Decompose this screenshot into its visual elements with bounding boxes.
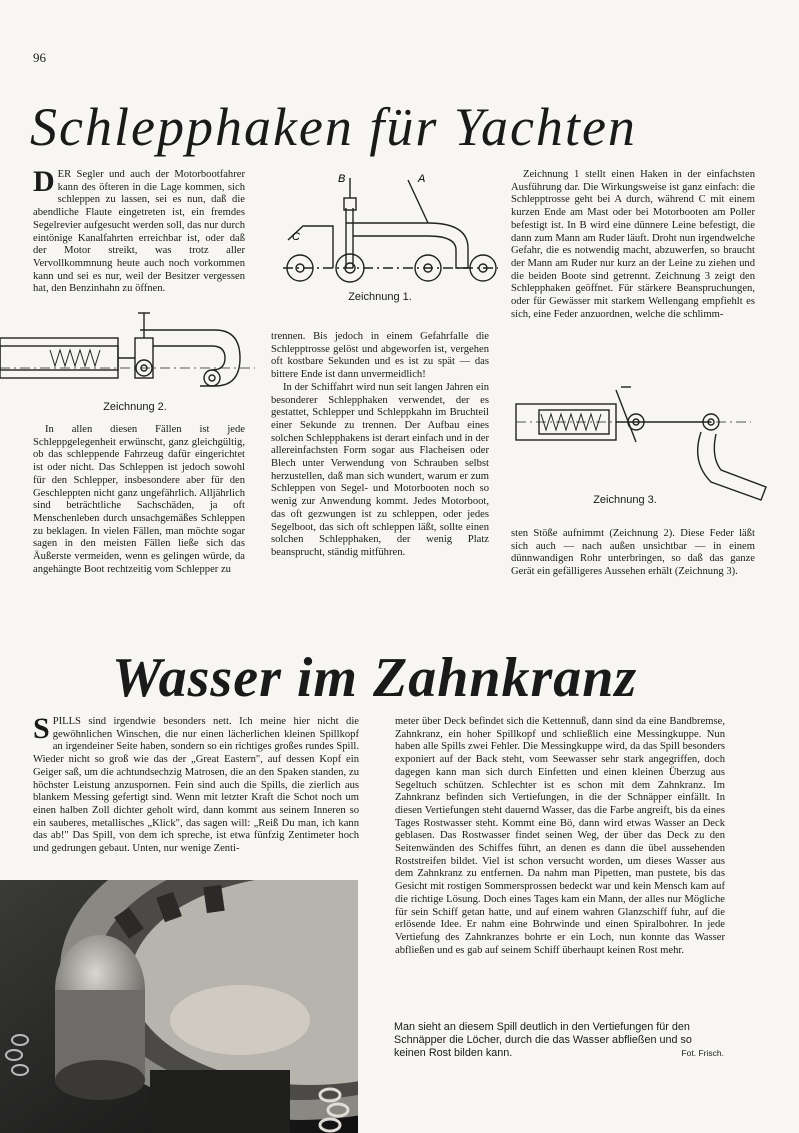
paragraph: meter über Deck befindet sich die Kettennuß, dann sind da eine Bandbremse, Zahnkranz, ein hoher Spillkopf und schließlich eine Messingkuppe. Nun haben alle Spills zwei Fehler. Die Messingkuppe wird, da das Spill besonders exponiert auf der Back steht, vom Seewasser sehr stark angegriffen, doch dagegen kann man sich durch Einfetten und einen kleinen Überzug aus Segeltuch schützen. Schlechter ist es schon mit dem Zahnkranz. Im Zahnkranz befinden sich Vertiefungen, in die der Schnäpper einfällt. In diesen Vertiefungen steht dauernd Wasser, das die Farbe angreift, bis da eines Tages Rostwasser steht. Kommt eine Bö, dann wird etwas Wasser an Deck geblasen. Das Rostwasser findet seinen Weg, der über das Deck zu den Seitenwänden des Schiffes führt, an denen es dann die übel aussehenden Roststreifen bildet. Viel ist schon versucht worden, um dieses Wasser aus dem Zahnkranz zu entfernen. Da nahm man Pipetten, man pustete, bis das Gesicht mit rostigen Sommersprossen bedeckt war und kein Mensch kam auf die richtige Lösung. Doch eines Tages kam ein Mann, der alles nur Mögliche für sein Schiff getan hatte, und auf einem wahren Glanzschiff fuhr, auf die erlösende Idee. Er nahm eine Bohrwinde und einen Spiralbohrer. In jede Vertiefung des Zahnkranzes bohrte er ein Loch, nun konnte das Wasser abfließen und es gab auf seinem Schiff überhaupt keinen Rost mehr. [395, 716, 725, 956]
page-number: 96 [33, 50, 46, 65]
article1-column1-continued [33, 424, 245, 576]
fig1-label-c: C [292, 231, 300, 243]
figure-3-drawing [511, 382, 771, 502]
article-title-wasser-im-zahnkranz: Wasser im Zahnkranz [112, 647, 638, 709]
paragraph: ER Segler und auch der Motorbootfahrer kann des öfteren in die Lage kommen, sich schleppen zu lassen, sei es nun, daß die abendliche Flaute eingetreten ist, ein fremdes Segelrevier aufgesucht werden soll, das nur durch eintönige Kanalfahrten erreichbar ist, oder daß der Motor streikt, was trotz aller Vervollkommnung heute auch noch vorkommen kann und sei es nur, weil der Besitzer vergessen hat, den Benzinhahn zu öffnen. [33, 169, 245, 295]
dropcap: S [33, 712, 50, 745]
figure-2-caption: Zeichnung 2. [103, 401, 167, 413]
photo-credit: Fot. Frisch. [681, 1048, 724, 1058]
fig1-label-a: A [418, 173, 426, 185]
article1-column3-continued [511, 528, 755, 579]
paragraph: Zeichnung 1 stellt einen Haken in der einfachsten Ausführung dar. Die Wirkungsweise ist ganz einfach: die Schlepptrosse geht bei A durch, während C mit einem kurzen Ende am Mast oder bei Motorbooten am Poller befestigt ist. In B wird eine dünnere Leine befestigt, die dann zum Mann am Ruder läuft. Droht nun irgendwelche Gefahr, die es notwendig macht, abzuwerfen, so braucht der Mann am Ruder nur kurz an der Leine zu ziehen und die beiden Boote sind getrennt. Zeichnung 3 zeigt den Schlepphaken geöffnet. Für stärkere Beanspruchungen, oder für Gewässer mit starkem Wellengang empfiehlt es sich, eine Feder anzuordnen, welche die schlimm- [511, 169, 755, 320]
article2-column1-text [33, 712, 359, 856]
fig1-label-b: B [338, 173, 346, 185]
paragraph: trennen. Bis jedoch in einem Gefahrfalle die Schlepptrosse gelöst und abgeworfen ist, vergehen oft kostbare Sekunden und es ist zu spät — das bittere Ende ist dann unvermeidlich! [271, 331, 489, 381]
paragraph: PILLS sind irgendwie besonders nett. Ich meine hier nicht die gewöhnlichen Winschen, die nur einen lächerlichen kleinen Spillkopf an irgendeiner Seite haben, sondern so ein richtiges großes rundes Spill. Wieder nicht so groß wie das der „Great Eastern", auf dessen Kopf ein Geiger saß, um die achtundsechzig Matrosen, die an den Spaken standen, zu höchster Leistung anzuspornen. Fein sind auch die Spills, die zierlich aus blankem Messing gefertigt sind. Wenn mit letzter Kraft die Schot noch um einen halben Zoll dichter geholt wird, dann kommt aus seinem Inneren so ein sauberes, metallisches „Klick", das sagen will: „Reiß Du man, ich kann das ab!" Das Spill, von dem ich spreche, ist etwa fünfzig Zentimeter hoch und gedrungen gebaut. Unten, nur wenige Zenti- [33, 716, 359, 855]
article2-column2-text [395, 716, 725, 957]
article1-column1-intro [33, 165, 245, 296]
paragraph: sten Stöße aufnimmt (Zeichnung 2). Diese Feder läßt sich auch — nach außen unsichtbar — in einem dünnwandigen Rohr unterbringen, so daß das ganze Gerät ein gefälligeres Aussehen erhält (Zeichnung 3). [511, 528, 755, 578]
paragraph: In allen diesen Fällen ist jede Schleppgelegenheit erwünscht, ganz gleichgültig, ob das schleppende Fahrzeug dafür eingerichtet ist oder nicht. Das Schleppen ist jedoch sowohl für den Schlepper, insbesondere aber für den Geschleppten nicht ganz ungefährlich. Alljährlich sind beträchtliche Sachschäden, ja oft Menschenleben durch unsachgemäßes Schleppen zu beklagen. In vielen Fällen, man möchte sogar sagen in den meisten Fällen ließe sich das Äußerste vermeiden, wenn es gelingen würde, da angehängte Boot rechtzeitig vom Schlepper zu [33, 424, 245, 575]
paragraph: In der Schiffahrt wird nun seit langen Jahren ein besonderer Schlepphaken verwendet, der es gestattet, Schlepper und Schleppkahn im Bruchteil einer Sekunde zu trennen. Der Aufbau eines solchen Schlepphakens ist derart einfach und in der allereinfachsten Form sogar aus Flacheisen oder Blech unter Verwendung von Schrauben selbst herzustellen, daß man sich wundert, warum er zum Schleppen von Segel- und Motorbooten noch so wenig zur Anwendung kommt. Jedes Motorboot, das oft gezwungen ist zu schleppen, oder jedes Segelboot, das sich oft schleppen läßt, sollte einen solchen Schlepphaken, der wenig Platz beansprucht, ständig mitführen. [271, 381, 489, 558]
figure-1-caption: Zeichnung 1. [348, 291, 412, 303]
dropcap: D [33, 165, 55, 198]
article1-column3-text [511, 169, 755, 321]
figure-2-drawing [0, 308, 260, 398]
figure-3-caption: Zeichnung 3. [593, 494, 657, 506]
figure-1-drawing [278, 168, 508, 288]
capstan-photo [0, 880, 358, 1133]
article-title-schlepphaken: Schlepphaken für Yachten [30, 97, 637, 157]
photo-caption: Man sieht an diesem Spill deutlich in den Vertiefungen für den Schnäpper die Löcher, durch die das Wasser abfließen und so keinen Rost bilden kann. [394, 1021, 692, 1059]
article1-column2-text [271, 331, 489, 560]
